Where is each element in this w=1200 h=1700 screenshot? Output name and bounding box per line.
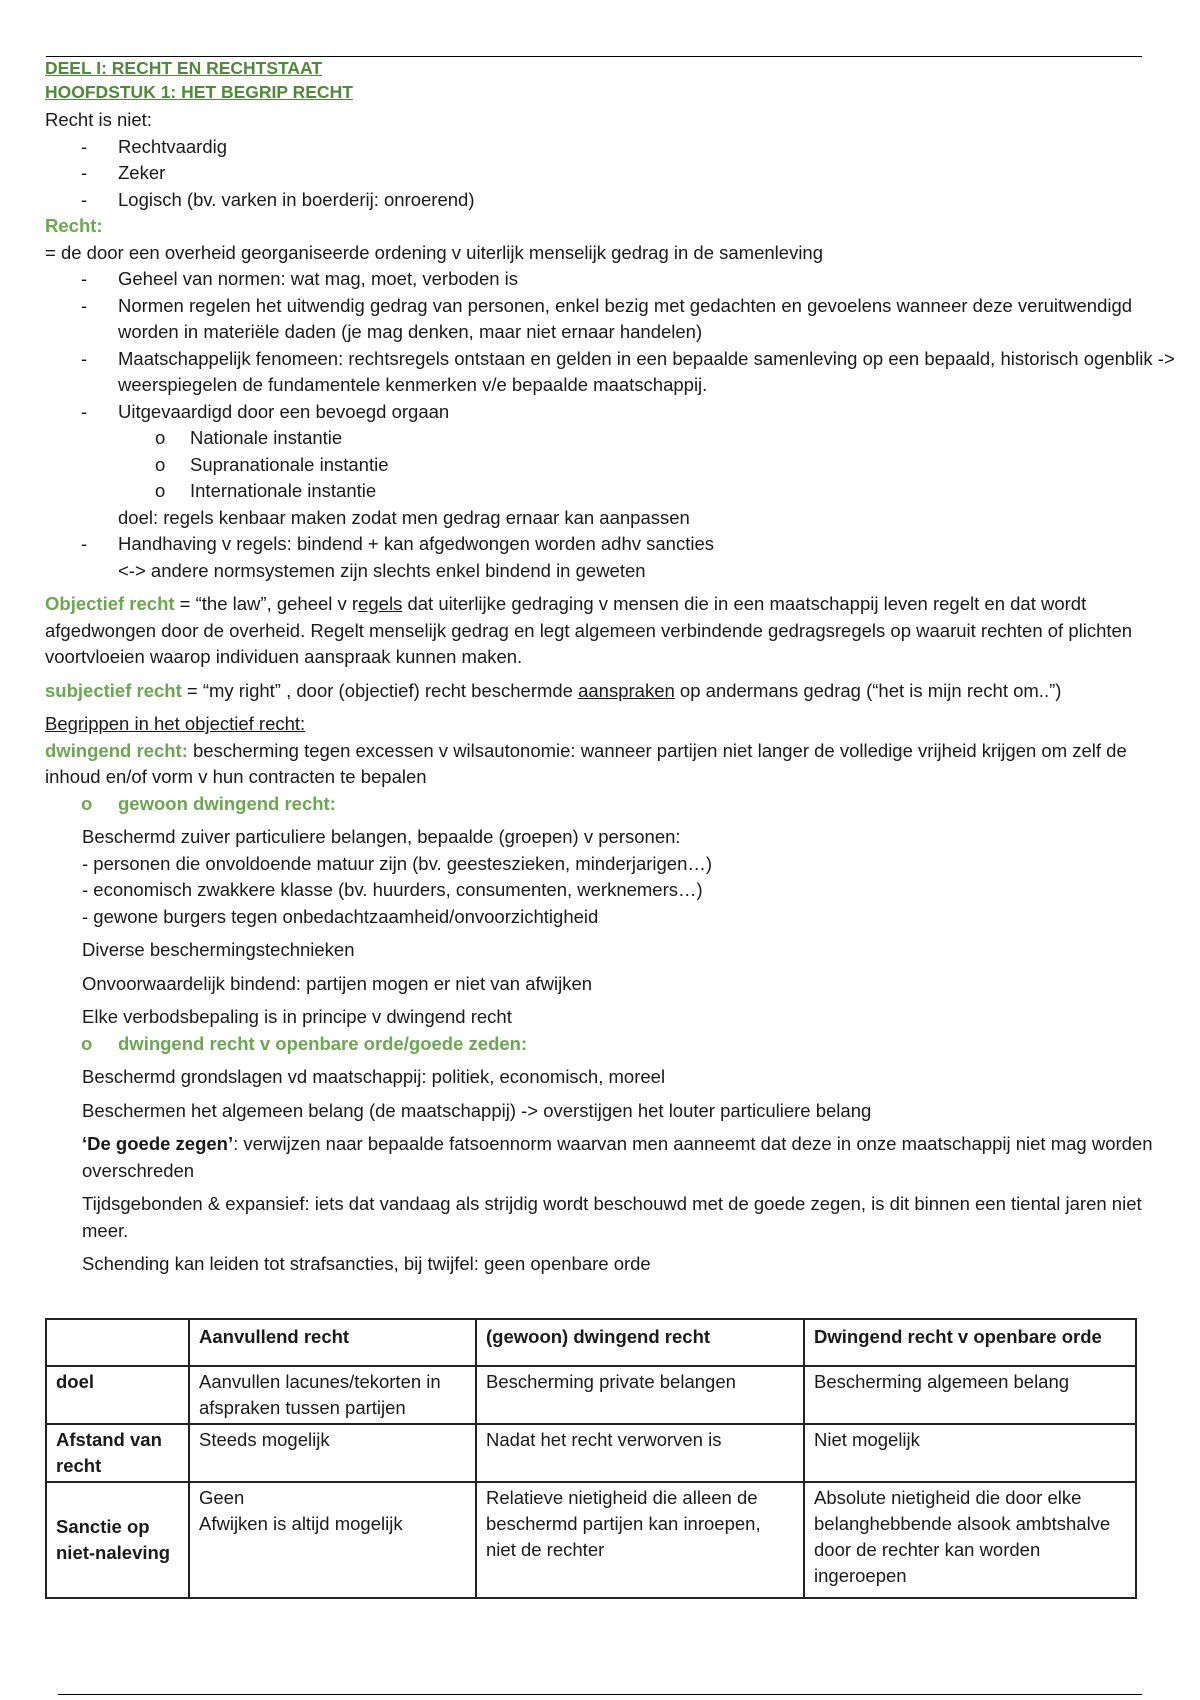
gewoon-item: - gewone burgers tegen onbedachtzaamheid/onvoorzichtigheid (82, 905, 599, 927)
row-label: doel (46, 1366, 189, 1424)
objectief-label: Objectief recht (45, 593, 175, 614)
subjectief-underlined: aanspraken (578, 679, 675, 701)
footer-rule (58, 1694, 1142, 1695)
table-header-row (46, 1319, 1136, 1366)
andere-line: <-> andere normsystemen zijn slechts enkel bindend in geweten (118, 559, 646, 581)
list-item: - Rechtvaardig (45, 134, 1185, 161)
table-row (46, 1366, 1136, 1424)
list-item: - Normen regelen het uitwendig gedrag van personen, enkel bezig met gedachten en gevoelens wanneer deze veruitwendigd worden in materiële daden (je mag denken, maar niet ernaar handelen) (45, 293, 1185, 346)
recht-list (45, 266, 1185, 584)
list-item: - Maatschappelijk fenomeen: rechtsregels ontstaan en gelden in een bepaalde samenleving op een bepaald, historisch ogenblik -> weerspiegelen de fundamentele kenmerken v/e bepaalde maatschappij. (45, 346, 1185, 399)
subjectief-label: subjectief recht (45, 679, 182, 701)
objectief-paragraph (45, 591, 1185, 671)
subjectief-paragraph (45, 678, 1185, 705)
objectief-underlined: egels (358, 593, 403, 614)
table-cell: Aanvullen lacunes/tekorten in afspraken tussen partijen (189, 1366, 476, 1424)
gewoon-intro: Beschermd zuiver particuliere belangen, bepaalde (groepen) v personen: (82, 826, 681, 847)
gewoon-item: - economisch zwakkere klasse (bv. huurders, consumenten, werknemers…) (82, 879, 703, 900)
chapter-title: HOOFDSTUK 1: HET BEGRIP RECHT (45, 82, 353, 102)
list-item: - Handhaving v regels: bindend + kan afgedwongen worden adhv sancties (45, 531, 1185, 558)
openbaar-line: Tijdsgebonden & expansief: iets dat vandaag als strijdig wordt beschouwd met de goede zegen, is dit binnen een tiental jaren niet meer. (82, 1193, 1142, 1241)
subjectief-text-b: op andermans gedrag (“het is mijn recht om..”) (674, 679, 1062, 701)
begrippen-heading: Begrippen in het objectief recht: (45, 713, 306, 734)
table-header-cell: Dwingend recht v openbare orde (804, 1319, 1136, 1366)
not-intro: Recht is niet: (45, 109, 152, 130)
table-cell (189, 1482, 476, 1598)
table-cell: Niet mogelijk (804, 1424, 1136, 1482)
not-list (45, 134, 1185, 214)
openbaar-line: Schending kan leiden tot strafsancties, bij twijfel: geen openbare orde (82, 1253, 651, 1274)
document-body (45, 56, 1185, 1278)
goede-zeden-text: : verwijzen naar bepaalde fatsoennorm waarvan men aanneemt dat deze in onze maatschappij niet mag worden overschreden (82, 1133, 1153, 1181)
table-header-cell: Aanvullend recht (189, 1319, 476, 1366)
objectief-text-b: dat uiterlijke gedraging v mensen die in een maatschappij leven regelt en dat wordt afgedwongen door de overheid. Regelt menselijk gedrag en legt algemeen verbindende gedragsregels op waaruit rechten of plichten voortvloeien waarop individuen aanspraak kunnen maken. (45, 593, 1133, 667)
gewoon-item: - personen die onvoldoende matuur zijn (bv. geesteszieken, minderjarigen…) (82, 852, 713, 874)
dwingend-label: dwingend recht: (45, 739, 188, 761)
table-cell: Nadat het recht verworven is (476, 1424, 804, 1482)
row-label: Afstand van recht (46, 1424, 189, 1482)
openbaar-block (45, 1064, 1185, 1278)
part-title: DEEL I: RECHT EN RECHTSTAAT (45, 58, 323, 78)
gewoon-block (45, 824, 1185, 1031)
goede-zeden-line (82, 1131, 1185, 1184)
recht-definition: = de door een overheid georganiseerde ordening v uiterlijk menselijk gedrag in de samenleving (45, 241, 824, 263)
table-cell: Absolute nietigheid die door elke belanghebbende alsook ambtshalve door de rechter kan worden ingeroepen (804, 1482, 1136, 1598)
objectief-text-a: = “the law”, geheel v r (174, 593, 359, 614)
gewoon-verbod: Elke verbodsbepaling is in principe v dwingend recht (82, 1006, 512, 1027)
gewoon-technieken: Diverse beschermingstechnieken (82, 939, 355, 960)
dwingend-text: bescherming tegen excessen v wilsautonomie: wanneer partijen niet langer de volledige vrijheid krijgen om zelf de inhoud en/of vorm v hun contracten te bepalen (45, 739, 1127, 787)
goede-zeden-term: ‘De goede zegen’ (82, 1133, 234, 1154)
comparison-table (45, 1318, 1137, 1599)
table-row (46, 1424, 1136, 1482)
table-row (46, 1482, 1136, 1598)
sub-list-item: o Nationale instantie (45, 425, 1185, 452)
recht-label: Recht: (45, 215, 103, 236)
table-cell: Bescherming private belangen (476, 1366, 804, 1424)
gewoon-heading: o gewoon dwingend recht: (45, 791, 1185, 818)
list-item: - Uitgevaardigd door een bevoegd orgaan (45, 399, 1185, 426)
list-item: - Geheel van normen: wat mag, moet, verboden is (45, 266, 1185, 293)
table-cell: Steeds mogelijk (189, 1424, 476, 1482)
gewoon-onvoorwaardelijk: Onvoorwaardelijk bindend: partijen mogen er niet van afwijken (82, 972, 593, 994)
table-header-cell: (gewoon) dwingend recht (476, 1319, 804, 1366)
list-item: - Logisch (bv. varken in boerderij: onroerend) (45, 187, 1185, 214)
subjectief-text-a: = “my right” , door (objectief) recht beschermde (181, 679, 579, 701)
table-cell: Bescherming algemeen belang (804, 1366, 1136, 1424)
openbaar-line: Beschermen het algemeen belang (de maatschappij) -> overstijgen het louter particuliere belang (82, 1099, 872, 1121)
doel-line: doel: regels kenbaar maken zodat men gedrag ernaar kan aanpassen (118, 506, 690, 528)
openbaar-heading: o dwingend recht v openbare orde/goede zeden: (45, 1031, 1185, 1058)
sub-list-item: o Supranationale instantie (45, 452, 1185, 479)
list-item: - Zeker (45, 160, 1185, 187)
table-cell: Relatieve nietigheid die alleen de beschermd partijen kan inroepen, niet de rechter (476, 1482, 804, 1598)
cell-line: Geen (199, 1487, 245, 1508)
dwingend-paragraph (45, 738, 1185, 791)
row-label: Sanctie op niet-naleving (46, 1482, 189, 1598)
sub-list-item: o Internationale instantie (45, 478, 1185, 505)
table-header-cell (46, 1319, 189, 1366)
cell-line: Afwijken is altijd mogelijk (199, 1513, 403, 1534)
openbaar-line: Beschermd grondslagen vd maatschappij: politiek, economisch, moreel (82, 1066, 666, 1087)
